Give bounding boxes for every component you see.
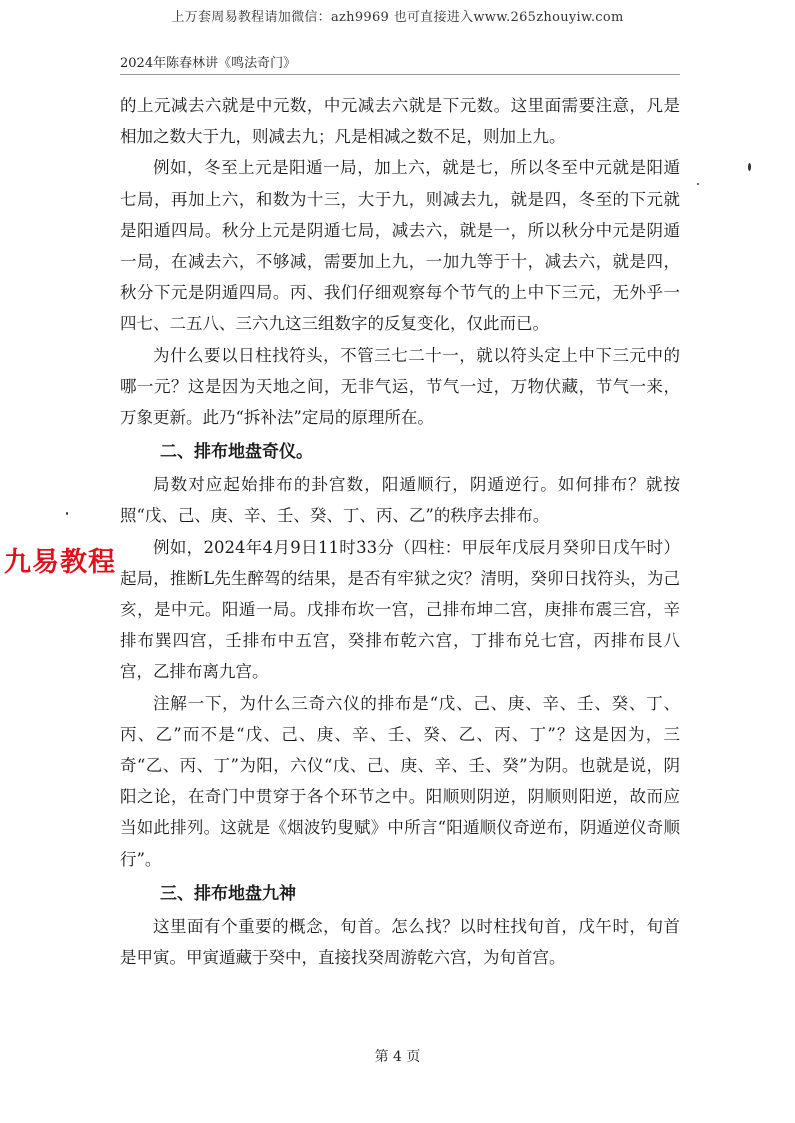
paragraph-4: 局数对应起始排布的卦宫数，阳遁顺行，阴遁逆行。如何排布？就按照“戊、己、庚、辛、壬、癸、丁、丙、乙”的秩序去排布。 <box>120 475 680 526</box>
watermark-banner: 上万套周易教程请加微信：azh9969 也可直接进入www.265zhouyiw.com <box>171 10 624 25</box>
section-heading-3: 三、排布地盘九神 <box>160 883 296 904</box>
section-heading-2: 二、排布地盘奇仪。 <box>160 442 313 463</box>
page-number: 第 4 页 <box>374 1049 421 1065</box>
header-divider <box>120 74 680 75</box>
scan-speck <box>66 512 68 515</box>
scan-speck <box>697 183 699 185</box>
document-body <box>120 90 680 973</box>
paragraph-1: 的上元减去六就是中元数，中元减去六就是下元数。这里面需要注意，凡是相加之数大于九，则减去九；凡是相减之数不足，则加上九。 <box>120 96 680 147</box>
paragraph-3: 为什么要以日柱找符头，不管三七二十一，就以符头定上中下三元中的哪一元？这是因为天地之间，无非气运，节气一过，万物伏藏，节气一来，万象更新。此乃“拆补法”定局的原理所在。 <box>120 345 680 428</box>
paragraph-5: 例如，2024年4月9日11时33分（四柱：甲辰年戊辰月癸卯日戊午时）起局，推断L先生醉驾的结果，是否有牢狱之灾？清明，癸卯日找符头，为己亥，是中元。阳遁一局。戊排布坎一宫，己排布坤二宫，庚排布震三宫，辛排布巽四宫，壬排布中五宫，癸排布乾六宫，丁排布兑七宫，丙排布艮八宫，乙排布离九宫。 <box>120 537 680 682</box>
watermark-stamp: 九易教程 <box>4 547 116 578</box>
paragraph-6: 注解一下，为什么三奇六仪的排布是“戊、己、庚、辛、壬、癸、丁、丙、乙”而不是“戊、己、庚、辛、壬、癸、乙、丙、丁”？这是因为，三奇“乙、丙、丁”为阳，六仪“戊、己、庚、辛、壬、癸”为阴。也就是说，阴阳之论，在奇门中贯穿于各个环节之中。阳顺则阴逆，阴顺则阳逆，故而应当如此排列。这就是《烟波钓叟赋》中所言“阳遁顺仪奇逆布，阴遁逆仪奇顺行”。 <box>120 693 680 869</box>
scan-speck <box>748 163 751 171</box>
running-header: 2024年陈春林讲《鸣法奇门》 <box>120 56 297 71</box>
paragraph-2: 例如，冬至上元是阳遁一局，加上六，就是七，所以冬至中元就是阳遁七局，再加上六，和数为十三，大于九，则减去九，就是四，冬至的下元就是阳遁四局。秋分上元是阴遁七局，减去六，就是一，所以秋分中元是阴遁一局，在减去六，不够减，需要加上九，一加九等于十，减去六，就是四，秋分下元是阴遁四局。丙、我们仔细观察每个节气的上中下三元，无外乎一四七、二五八、三六九这三组数字的反复变化，仅此而已。 <box>120 158 680 334</box>
paragraph-7: 这里面有个重要的概念，旬首。怎么找？以时柱找旬首，戊午时，旬首是甲寅。甲寅遁藏于癸中，直接找癸周游乾六宫，为旬首宫。 <box>120 916 680 968</box>
